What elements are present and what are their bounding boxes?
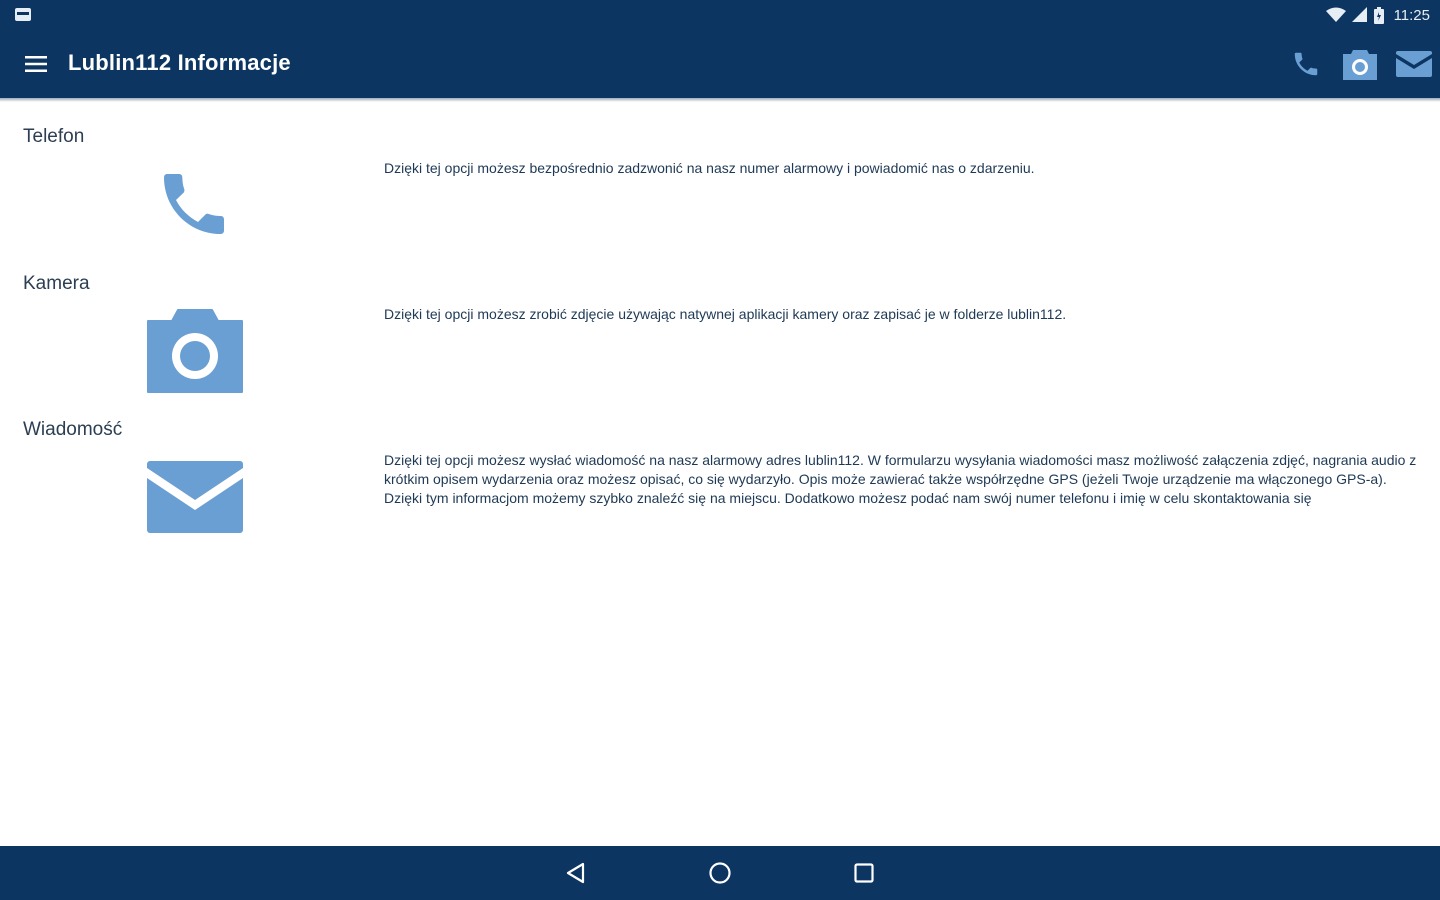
camera-icon[interactable] [146, 308, 244, 394]
section-description-wiadomosc: Dzięki tej opcji możesz wysłać wiadomość na nasz alarmowy adres lublin112. W formularzu wysyłania wiadomości masz możliwość załączenia zdjęć, nagrania audio z krótkim opisem wydarzenia oraz możesz opisać, co się wydarzyło. Opis może zawierać także współrzędne GPS (jeżeli Twoje urządzenie ma włączonego GPS-a). Dzięki tym informacjom możemy szybko znaleźć się na miejscu. Dodatkowo możesz podać nam swój numer telefonu i imię w celu skontaktowania się [384, 452, 1417, 506]
status-bar [0, 0, 1440, 30]
camera-icon [1341, 47, 1379, 81]
navigation-bar [0, 846, 1440, 900]
app-bar-shadow [0, 98, 1440, 102]
phone-icon [1291, 49, 1321, 79]
notification-icon [14, 7, 32, 22]
camera-button[interactable] [1340, 44, 1380, 84]
recents-button[interactable] [846, 856, 882, 890]
section-description-kamera: Dzięki tej opcji możesz zrobić zdjęcie używając natywnej aplikacji kamery oraz zapisać je w folderze lublin112. [384, 306, 1067, 322]
section-label-wiadomosc: Wiadomość [23, 419, 123, 440]
app-bar [0, 30, 1440, 98]
back-icon [565, 862, 587, 884]
back-button[interactable] [558, 856, 594, 890]
status-time: 11:25 [1393, 6, 1430, 24]
battery-icon [1374, 7, 1384, 24]
phone-icon[interactable] [152, 164, 236, 244]
call-button[interactable] [1286, 44, 1326, 84]
signal-icon [1352, 7, 1368, 23]
mail-icon[interactable] [146, 460, 244, 534]
status-icons [1326, 5, 1430, 25]
menu-button[interactable] [18, 48, 54, 80]
recents-icon [853, 862, 875, 884]
section-label-kamera: Kamera [23, 273, 90, 294]
section-description-telefon: Dzięki tej opcji możesz bezpośrednio zadzwonić na nasz numer alarmowy i powiadomić nas o zdarzeniu. [384, 160, 1035, 176]
app-bar-actions [1286, 44, 1434, 84]
page-title: Lublin112 Informacje [68, 50, 291, 75]
menu-icon [25, 56, 47, 72]
wifi-icon [1326, 7, 1346, 23]
mail-icon [1395, 49, 1433, 79]
section-label-telefon: Telefon [23, 126, 85, 147]
home-icon [708, 861, 732, 885]
home-button[interactable] [702, 856, 738, 890]
message-button[interactable] [1394, 44, 1434, 84]
